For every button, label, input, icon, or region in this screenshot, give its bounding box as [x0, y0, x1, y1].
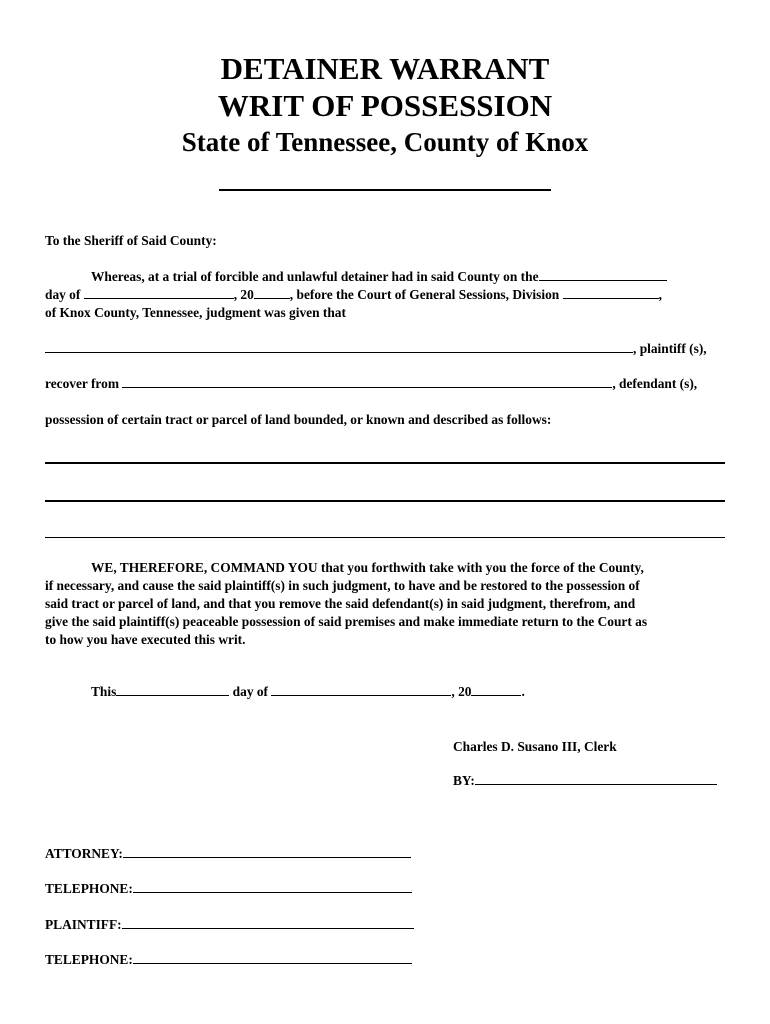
recover-line: [45, 375, 697, 393]
whereas-day-of: day of: [45, 287, 81, 302]
by-line: [453, 772, 717, 790]
whereas-text-1: Whereas, at a trial of forcible and unlawful detainer had in said County on the: [91, 269, 539, 284]
whereas-line-3: of Knox County, Tennessee, judgment was given that: [45, 305, 346, 320]
description-line-1[interactable]: [45, 462, 725, 464]
whereas-line-2: [45, 286, 662, 304]
salutation: To the Sheriff of Said County:: [45, 233, 217, 248]
description-line-3[interactable]: [45, 537, 725, 538]
description-line-2[interactable]: [45, 500, 725, 502]
attorney-label: ATTORNEY:: [45, 846, 123, 861]
possession-text: possession of certain tract or parcel of land bounded, or known and described as follows:: [45, 412, 552, 427]
trial-year-blank[interactable]: [254, 286, 290, 299]
command-line-4: give the said plaintiff(s) peaceable possession of said premises and make immediate return to the Court as: [45, 614, 648, 629]
title-detainer-warrant: DETAINER WARRANT: [220, 51, 550, 86]
title-state-county: State of Tennessee, County of Knox: [181, 127, 589, 157]
date-this: This: [91, 684, 117, 699]
command-line-5: to how you have executed this writ.: [45, 632, 246, 647]
date-end: .: [521, 684, 525, 699]
defendant-blank[interactable]: [122, 375, 612, 388]
telephone-label-1: TELEPHONE:: [45, 881, 133, 896]
title-underline: [219, 189, 551, 191]
telephone-label-2: TELEPHONE:: [45, 952, 133, 967]
date-line: [45, 683, 525, 701]
date-this-blank[interactable]: [116, 683, 229, 696]
plaintiff-contact-line: [45, 916, 414, 934]
whereas-court: , before the Court of General Sessions, Division: [289, 287, 560, 302]
telephone-line-1: [45, 880, 412, 898]
plaintiff-blank[interactable]: [45, 340, 633, 353]
telephone-blank-1[interactable]: [133, 880, 412, 893]
command-line-3: said tract or parcel of land, and that you remove the said defendant(s) in said judgment, therefrom, and: [45, 596, 636, 611]
command-line-2: if necessary, and cause the said plaintiff(s) in such judgment, to have and be restored to the possession of: [45, 578, 640, 593]
by-label: BY:: [453, 773, 475, 788]
plaintiff-label: PLAINTIFF:: [45, 917, 122, 932]
telephone-blank-2[interactable]: [133, 951, 412, 964]
clerk-name: Charles D. Susano III, Clerk: [453, 739, 617, 754]
plaintiff-line: [45, 340, 707, 358]
whereas-line-1: [45, 268, 667, 286]
attorney-line: [45, 845, 411, 863]
command-paragraph: [45, 559, 727, 649]
plaintiff-contact-blank[interactable]: [122, 916, 414, 929]
command-line-1: [45, 559, 727, 577]
command-text-1: WE, THEREFORE, COMMAND YOU that you forthwith take with you the force of the County,: [91, 560, 644, 575]
defendant-suffix: , defendant (s),: [612, 376, 698, 391]
by-signature-blank[interactable]: [475, 772, 717, 785]
date-day-of: day of: [232, 684, 269, 699]
division-blank[interactable]: [563, 286, 659, 299]
title-writ-of-possession: WRIT OF POSSESSION: [217, 88, 553, 123]
attorney-blank[interactable]: [123, 845, 411, 858]
plaintiff-suffix: , plaintiff (s),: [633, 341, 707, 356]
whereas-comma: ,: [658, 287, 662, 302]
date-month-blank[interactable]: [271, 683, 451, 696]
date-20: , 20: [451, 684, 472, 699]
trial-day-blank[interactable]: [84, 286, 234, 299]
recover-prefix: recover from: [45, 376, 119, 391]
trial-county-blank[interactable]: [539, 268, 667, 281]
telephone-line-2: [45, 951, 412, 969]
whereas-year-prefix: , 20: [233, 287, 254, 302]
date-year-blank[interactable]: [471, 683, 521, 696]
